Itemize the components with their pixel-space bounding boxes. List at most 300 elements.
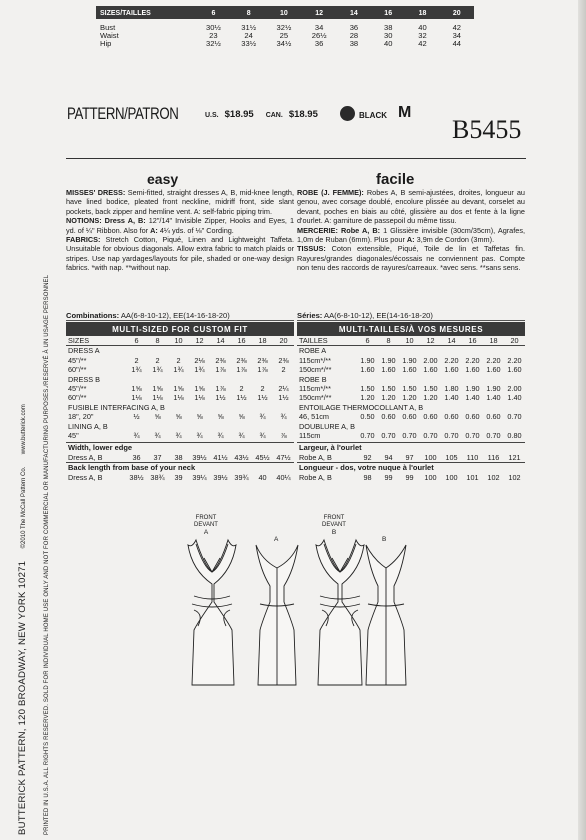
width-head-row bbox=[297, 443, 525, 453]
measurement-cell: 34½ bbox=[276, 39, 292, 48]
row-label: 45"/** bbox=[68, 384, 87, 394]
width-cell: 92 bbox=[363, 452, 372, 462]
publisher-address: BUTTERICK PATTERN, 120 BROADWAY, NEW YORK 10271 bbox=[17, 560, 28, 835]
width-cell: 36 bbox=[132, 452, 141, 462]
yardage-cell: 1¾ bbox=[173, 365, 184, 375]
yardage-cell: 1.60 bbox=[360, 365, 375, 375]
measurement-cell: 32½ bbox=[206, 39, 221, 48]
section-label: ROBE A bbox=[299, 346, 327, 356]
measurement-cell: 44 bbox=[452, 39, 462, 48]
table-row bbox=[297, 412, 525, 421]
measurement-cell: 31½ bbox=[241, 23, 257, 32]
measurement-cell: 34 bbox=[314, 23, 324, 32]
sizes-label: SIZES bbox=[66, 336, 126, 346]
yardage-cell: ⅝ bbox=[217, 412, 224, 422]
color-label: BLACK bbox=[359, 111, 387, 120]
english-description bbox=[66, 188, 294, 273]
back-head-row bbox=[297, 463, 525, 473]
row-label: 45"/** bbox=[68, 355, 87, 365]
size-cell: 8 bbox=[378, 336, 399, 346]
section-label: DRESS B bbox=[68, 374, 101, 384]
size-cell: 14 bbox=[210, 336, 231, 346]
width-row bbox=[297, 453, 525, 463]
row-label: 45" bbox=[68, 431, 79, 441]
view-b-back bbox=[366, 545, 406, 685]
width-heading: Largeur, à l'ourlet bbox=[299, 443, 362, 453]
notions-title: MERCERIE: Robe A, B: bbox=[297, 225, 381, 235]
width-cell: 45½ bbox=[255, 452, 270, 462]
yardage-cell: 1⅛ bbox=[173, 393, 184, 403]
measurement-cell: 36 bbox=[314, 39, 324, 48]
yardage-cell: 2.00 bbox=[507, 384, 522, 394]
yardage-cell: 2 bbox=[155, 355, 160, 365]
measurement-cell: 26½ bbox=[311, 31, 327, 40]
yardage-cell: ¾ bbox=[238, 431, 245, 441]
table-section-row bbox=[297, 375, 525, 384]
back-length-cell: 40¼ bbox=[276, 472, 291, 482]
size-cell: 12 bbox=[420, 336, 441, 346]
yardage-cell: 2⅜ bbox=[257, 355, 268, 365]
row-label: 60"/** bbox=[68, 393, 87, 403]
color-swatch-icon bbox=[340, 106, 355, 121]
notions-text: 1 Glissière invisible (30cm/35cm), Agrafes, 1,0m de Ruban (6mm). Plus pour bbox=[297, 225, 525, 245]
width-cell: 97 bbox=[405, 452, 414, 462]
row-label: Dress A, B bbox=[68, 452, 103, 462]
french-yardage-table bbox=[297, 322, 525, 482]
measurement-cell: 32 bbox=[418, 31, 427, 40]
table-row bbox=[66, 365, 294, 374]
yardage-cell: 1⅝ bbox=[194, 384, 205, 394]
yardage-cell: 1.50 bbox=[423, 384, 438, 394]
row-label: Hip bbox=[100, 39, 112, 48]
back-length-cell: 101 bbox=[466, 472, 479, 482]
series-value: AA(6-8-10-12), EE(14-16-18-20) bbox=[322, 311, 433, 320]
yardage-cell: 2 bbox=[176, 355, 181, 365]
yardage-cell: 1⅛ bbox=[152, 393, 163, 403]
notions-text: 12"/14" Invisible Zipper, Hooks and Eyes, 1 yd. of ¼" Ribbon. Also for bbox=[66, 216, 295, 235]
table-row bbox=[66, 384, 294, 393]
yardage-cell: 0.70 bbox=[444, 431, 459, 441]
size-cell: 20 bbox=[452, 10, 461, 17]
row-label: 60"/** bbox=[68, 365, 87, 375]
width-cell: 105 bbox=[445, 452, 458, 462]
size-cell: 8 bbox=[147, 336, 168, 346]
fabrics-text: Coton extensible, Piqué, Toile de lin et Taffetas fin. Rayures/grandes diagonales/écossais ne conviennent pas. Compte non tenu des raccords de rayures/carreaux. *avec sens. **sans sens. bbox=[297, 244, 525, 273]
yardage-cell: ⅝ bbox=[238, 412, 245, 422]
measurement-cell: 28 bbox=[349, 31, 359, 40]
can-label: CAN. bbox=[265, 112, 283, 119]
yardage-cell: 1.50 bbox=[402, 384, 417, 394]
yardage-cell: 0.70 bbox=[465, 431, 480, 441]
row-label: 18", 20" bbox=[68, 412, 94, 422]
row-label: 150cm*/** bbox=[299, 393, 332, 403]
divider bbox=[297, 320, 525, 321]
size-cell: 20 bbox=[273, 336, 294, 346]
section-label: ENTOILAGE THERMOCOLLANT A, B bbox=[299, 402, 424, 412]
devant-label: DEVANT bbox=[322, 522, 346, 528]
size-cell: 10 bbox=[168, 336, 189, 346]
yardage-cell: 2 bbox=[260, 384, 265, 394]
width-cell: 116 bbox=[487, 452, 500, 462]
series-line bbox=[297, 311, 433, 320]
measurement-cell: 24 bbox=[244, 31, 253, 40]
width-cell: 47½ bbox=[276, 452, 291, 462]
yardage-cell: 1.40 bbox=[465, 393, 480, 403]
yardage-cell: 1.90 bbox=[402, 355, 417, 365]
garment-views bbox=[170, 510, 520, 700]
yardage-cell: 1⅝ bbox=[131, 384, 142, 394]
size-cell: 18 bbox=[252, 336, 273, 346]
yardage-cell: 1.20 bbox=[360, 393, 375, 403]
page-edge bbox=[578, 0, 586, 840]
yardage-cell: ¾ bbox=[259, 431, 266, 441]
back-row bbox=[297, 473, 525, 482]
desc-title: MISSES' DRESS: bbox=[66, 188, 126, 197]
notions-view: A: bbox=[406, 235, 415, 245]
us-price: $18.95 bbox=[224, 109, 254, 120]
yardage-cell: 1⅞ bbox=[215, 384, 226, 394]
measurement-cell: 40 bbox=[383, 39, 393, 48]
view-a-back bbox=[256, 545, 298, 685]
table-row bbox=[297, 431, 525, 440]
devant-label: DEVANT bbox=[194, 522, 218, 528]
sizes-header-label: SIZES/TAILLES bbox=[100, 10, 151, 17]
fabrics-title: TISSUS: bbox=[297, 244, 326, 254]
row-label: Robe A, B bbox=[299, 472, 332, 482]
width-heading: Width, lower edge bbox=[68, 443, 133, 453]
measurement-cell: 36 bbox=[349, 23, 359, 32]
yardage-cell: ¾ bbox=[133, 431, 140, 441]
yardage-cell: 2.20 bbox=[507, 355, 522, 365]
yardage-cell: 0.80 bbox=[507, 431, 522, 441]
size-cell: 20 bbox=[504, 336, 525, 346]
measurement-cell: 34 bbox=[452, 31, 462, 40]
yardage-cell: 1.90 bbox=[360, 355, 375, 365]
size-cell: 16 bbox=[231, 336, 252, 346]
desc-text: Semi-fitted, straight dresses A, B, mid-knee length, have lined bodice, pleated front neckline, midriff front, side slant pockets, back zipper and hemline vent. A: self-fabric piping trim. bbox=[66, 188, 294, 216]
yardage-cell: 1⅛ bbox=[131, 393, 142, 403]
back-length-cell: 98 bbox=[363, 472, 372, 482]
section-label: FUSIBLE INTERFACING A, B bbox=[68, 402, 165, 412]
yardage-cell: 0.60 bbox=[486, 412, 501, 422]
easy-heading: easy bbox=[147, 171, 179, 187]
yardage-cell: 1.40 bbox=[507, 393, 522, 403]
size-cell: 18 bbox=[483, 336, 504, 346]
width-cell: 100 bbox=[424, 452, 437, 462]
yardage-cell: ¾ bbox=[175, 431, 182, 441]
yardage-cell: ⅝ bbox=[154, 412, 161, 422]
us-label: U.S. bbox=[205, 112, 219, 119]
width-cell: 38 bbox=[174, 452, 183, 462]
yardage-cell: 1½ bbox=[236, 393, 247, 403]
series-label: Séries: bbox=[297, 311, 323, 320]
back-length-cell: 100 bbox=[424, 472, 437, 482]
body-measurement-chart bbox=[96, 6, 474, 48]
pattern-label: PATTERN/PATRON bbox=[67, 104, 179, 123]
table-row bbox=[297, 384, 525, 393]
yardage-cell: 1.60 bbox=[381, 365, 396, 375]
row-label: Robe A, B bbox=[299, 452, 332, 462]
desc-text: Robes A, B semi-ajustées, droites, longueur au genou, avec corsage doublé, encolure plissée au devant, corselet au devant, poches en biais au côté, glissière au dos et fente à la ligne d'ourlet. A: garniture de passepoil du même tissu. bbox=[297, 188, 525, 226]
yardage-cell: 2 bbox=[239, 384, 244, 394]
section-label: DRESS A bbox=[68, 346, 100, 356]
measurement-cell: 30½ bbox=[206, 23, 221, 32]
view-letter: B bbox=[331, 529, 337, 536]
section-label: ROBE B bbox=[299, 374, 327, 384]
yardage-cell: 1.80 bbox=[444, 384, 459, 394]
yardage-cell: ¾ bbox=[154, 431, 161, 441]
publisher-vertical-text bbox=[12, 15, 30, 835]
yardage-cell: 1.60 bbox=[486, 365, 501, 375]
size-cell: 6 bbox=[126, 336, 147, 346]
table-section-row bbox=[297, 403, 525, 412]
yardage-cell: 0.70 bbox=[360, 431, 375, 441]
table-section-row bbox=[297, 422, 525, 431]
measurement-cell: 38 bbox=[383, 23, 393, 32]
table-section-row bbox=[66, 346, 294, 356]
yardage-cell: 0.70 bbox=[486, 431, 501, 441]
pattern-number: B5455 bbox=[452, 115, 522, 144]
yardage-cell: 0.70 bbox=[423, 431, 438, 441]
yardage-cell: 1½ bbox=[278, 393, 289, 403]
yardage-cell: 1¾ bbox=[131, 365, 142, 375]
measurement-cell: 42 bbox=[452, 23, 462, 32]
view-a-front-caption bbox=[181, 515, 231, 536]
yardage-cell: 2¼ bbox=[278, 384, 289, 394]
width-cell: 37 bbox=[153, 452, 162, 462]
width-cell: 121 bbox=[508, 452, 521, 462]
back-length-cell: 39¼ bbox=[192, 472, 207, 482]
row-label: Bust bbox=[100, 23, 116, 32]
yardage-cell: 0.50 bbox=[360, 412, 375, 422]
yardage-cell: 0.60 bbox=[465, 412, 480, 422]
yardage-cell: ¾ bbox=[259, 412, 266, 422]
notions-text-2: 3,9m de Cordon (3mm). bbox=[414, 235, 495, 245]
yardage-cell: 1.20 bbox=[423, 393, 438, 403]
yardage-cell: 0.60 bbox=[381, 412, 396, 422]
yardage-cell: ¾ bbox=[196, 431, 203, 441]
view-b-front bbox=[316, 540, 364, 685]
yardage-cell: 0.60 bbox=[423, 412, 438, 422]
yardage-cell: 2.20 bbox=[486, 355, 501, 365]
yardage-cell: 1½ bbox=[215, 393, 226, 403]
back-length-cell: 100 bbox=[445, 472, 458, 482]
size-cell: 8 bbox=[246, 10, 251, 17]
yardage-cell: 2⅜ bbox=[215, 355, 226, 365]
yardage-cell: 2⅛ bbox=[194, 355, 205, 365]
yardage-cell: 1.90 bbox=[486, 384, 501, 394]
section-label: LINING A, B bbox=[68, 421, 108, 431]
size-cell: 18 bbox=[418, 10, 427, 17]
measurement-cell: 30 bbox=[383, 31, 393, 40]
size-cell: 12 bbox=[315, 10, 324, 17]
yardage-cell: 1¾ bbox=[194, 365, 205, 375]
table-section-row bbox=[297, 346, 525, 356]
front-label: FRONT bbox=[323, 515, 345, 521]
back-length-cell: 38½ bbox=[129, 472, 144, 482]
back-row bbox=[66, 473, 294, 482]
size-cell: 6 bbox=[357, 336, 378, 346]
size-cell: 14 bbox=[441, 336, 462, 346]
sizes-row bbox=[66, 336, 294, 346]
fabrics-title: FABRICS: bbox=[66, 235, 101, 245]
view-b-front-caption bbox=[309, 515, 359, 536]
back-length-cell: 99 bbox=[384, 472, 393, 482]
desc-title: ROBE (J. FEMME): bbox=[297, 188, 364, 197]
measurement-cell: 33½ bbox=[241, 39, 257, 48]
yardage-cell: 0.70 bbox=[507, 412, 522, 422]
yardage-cell: 2 bbox=[134, 355, 139, 365]
price-line bbox=[205, 109, 324, 120]
size-cell: 10 bbox=[280, 10, 288, 17]
table-title-bar: MULTI-TAILLES/À VOS MESURES bbox=[297, 322, 525, 336]
yardage-cell: 1⅞ bbox=[215, 365, 226, 375]
notions-text-2: 4¼ yds. of ⅛" Cording. bbox=[157, 225, 234, 235]
yardage-cell: ⅞ bbox=[280, 431, 287, 441]
facile-heading: facile bbox=[376, 171, 415, 188]
row-label: 46, 51cm bbox=[299, 412, 330, 422]
divider bbox=[66, 320, 294, 321]
sizes-row bbox=[297, 336, 525, 346]
yardage-cell: 1.60 bbox=[402, 365, 417, 375]
yardage-cell: 2⅜ bbox=[236, 355, 247, 365]
measurement-cell: 40 bbox=[418, 23, 427, 32]
sizes-label: TAILLES bbox=[297, 336, 357, 346]
yardage-cell: 1.20 bbox=[402, 393, 417, 403]
size-cell: 14 bbox=[350, 10, 358, 17]
section-label: DOUBLURE A, B bbox=[299, 421, 355, 431]
width-cell: 39½ bbox=[192, 452, 207, 462]
back-length-heading: Back length from base of your neck bbox=[66, 463, 294, 473]
view-a-back-letter: A bbox=[274, 536, 279, 543]
combinations-value: AA(6-8-10-12), EE(14-16-18-20) bbox=[119, 311, 230, 320]
table-row bbox=[66, 431, 294, 440]
combinations-line bbox=[66, 311, 230, 320]
yardage-cell: ⅝ bbox=[175, 412, 182, 422]
size-cell: 6 bbox=[211, 10, 216, 17]
yardage-cell: ¾ bbox=[280, 412, 287, 422]
view-letter: A bbox=[203, 529, 209, 536]
yardage-cell: 2.00 bbox=[423, 355, 438, 365]
size-cell: 12 bbox=[189, 336, 210, 346]
row-label: 115cm bbox=[299, 431, 321, 441]
yardage-cell: 1.60 bbox=[465, 365, 480, 375]
french-description bbox=[297, 188, 525, 273]
table-row bbox=[297, 365, 525, 374]
yardage-cell: 1.40 bbox=[486, 393, 501, 403]
yardage-cell: 1⅛ bbox=[194, 393, 205, 403]
back-length-cell: 39 bbox=[174, 472, 183, 482]
table-section-row bbox=[66, 375, 294, 384]
table-row bbox=[66, 393, 294, 402]
yardage-cell: ¾ bbox=[217, 431, 224, 441]
notions-view: A: bbox=[150, 225, 158, 235]
yardage-cell: 2 bbox=[281, 365, 286, 375]
copyright: ©2010 The McCall Pattern Co. bbox=[21, 466, 27, 549]
yardage-cell: 1.90 bbox=[381, 355, 396, 365]
yardage-cell: 2.20 bbox=[444, 355, 459, 365]
table-row bbox=[297, 393, 525, 402]
yardage-cell: ½ bbox=[133, 412, 140, 422]
combinations-label: Combinations: bbox=[66, 311, 120, 320]
width-cell: 43½ bbox=[234, 452, 249, 462]
yardage-cell: 1½ bbox=[257, 393, 268, 403]
yardage-cell: 1.50 bbox=[381, 384, 396, 394]
english-yardage-table bbox=[66, 322, 294, 482]
yardage-cell: 1¾ bbox=[152, 365, 163, 375]
view-b-back-letter: B bbox=[382, 536, 387, 543]
yardage-cell: 1.60 bbox=[423, 365, 438, 375]
back-length-cell: 38¾ bbox=[150, 472, 165, 482]
width-cell: 94 bbox=[384, 452, 393, 462]
yardage-cell: 0.60 bbox=[444, 412, 459, 422]
yardage-cell: 1.20 bbox=[381, 393, 396, 403]
size-cell: 16 bbox=[384, 10, 393, 17]
width-cell: 110 bbox=[466, 452, 479, 462]
view-a-front bbox=[188, 540, 236, 685]
yardage-cell: 1.50 bbox=[360, 384, 375, 394]
back-length-cell: 40 bbox=[258, 472, 267, 482]
front-label: FRONT bbox=[195, 515, 217, 521]
width-cell: 41½ bbox=[213, 452, 228, 462]
table-title-bar: MULTI-SIZED FOR CUSTOM FIT bbox=[66, 322, 294, 336]
row-label: 115cm*/** bbox=[299, 355, 331, 365]
size-cell: 16 bbox=[462, 336, 483, 346]
row-label: 150cm*/** bbox=[299, 365, 332, 375]
back-length-cell: 39½ bbox=[213, 472, 228, 482]
row-label: Waist bbox=[100, 31, 119, 40]
back-length-cell: 99 bbox=[405, 472, 414, 482]
row-label: 115cm*/** bbox=[299, 384, 331, 394]
yardage-cell: 1⅞ bbox=[236, 365, 247, 375]
back-head-row bbox=[66, 463, 294, 473]
yardage-cell: 0.70 bbox=[402, 431, 417, 441]
yardage-cell: 1.90 bbox=[465, 384, 480, 394]
yardage-cell: 1.60 bbox=[444, 365, 459, 375]
measurement-cell: 23 bbox=[209, 31, 218, 40]
size-header-row bbox=[96, 6, 474, 19]
width-head-row bbox=[66, 443, 294, 453]
measurement-cell: 38 bbox=[349, 39, 359, 48]
hip-row bbox=[96, 40, 474, 48]
notions-title: NOTIONS: Dress A, B: bbox=[66, 216, 146, 226]
can-price: $18.95 bbox=[288, 109, 318, 120]
table-row bbox=[297, 356, 525, 365]
table-row bbox=[66, 356, 294, 365]
back-length-cell: 102 bbox=[508, 472, 521, 482]
table-section-row bbox=[66, 403, 294, 412]
measurement-cell: 32½ bbox=[276, 23, 292, 32]
back-length-heading: Longueur - dos, votre nuque à l'ourlet bbox=[297, 463, 525, 473]
header-divider bbox=[66, 158, 526, 159]
size-cell: 10 bbox=[399, 336, 420, 346]
yardage-cell: 2⅜ bbox=[278, 355, 289, 365]
size-range-letter: M bbox=[398, 104, 412, 121]
yardage-cell: 1⅞ bbox=[257, 365, 268, 375]
usage-notice-vertical: PRINTED IN U.S.A. ALL RIGHTS RESERVED. SOLD FOR INDIVIDUAL HOME USE ONLY AND NOT FOR COMMERCIAL OR MANUFACTURING PURPOSES./RESERVÉ À UN USAGE PERSONNEL bbox=[44, 274, 50, 835]
measurement-cell: 42 bbox=[418, 39, 427, 48]
yardage-cell: 0.70 bbox=[381, 431, 396, 441]
yardage-cell: 1⅝ bbox=[152, 384, 163, 394]
table-row bbox=[66, 412, 294, 421]
yardage-cell: 0.60 bbox=[402, 412, 417, 422]
yardage-cell: 2.20 bbox=[465, 355, 480, 365]
yardage-cell: 1⅝ bbox=[173, 384, 184, 394]
back-length-cell: 102 bbox=[487, 472, 500, 482]
yardage-cell: ⅝ bbox=[196, 412, 203, 422]
yardage-cell: 1.60 bbox=[507, 365, 522, 375]
website: www.butterick.com bbox=[21, 404, 27, 455]
